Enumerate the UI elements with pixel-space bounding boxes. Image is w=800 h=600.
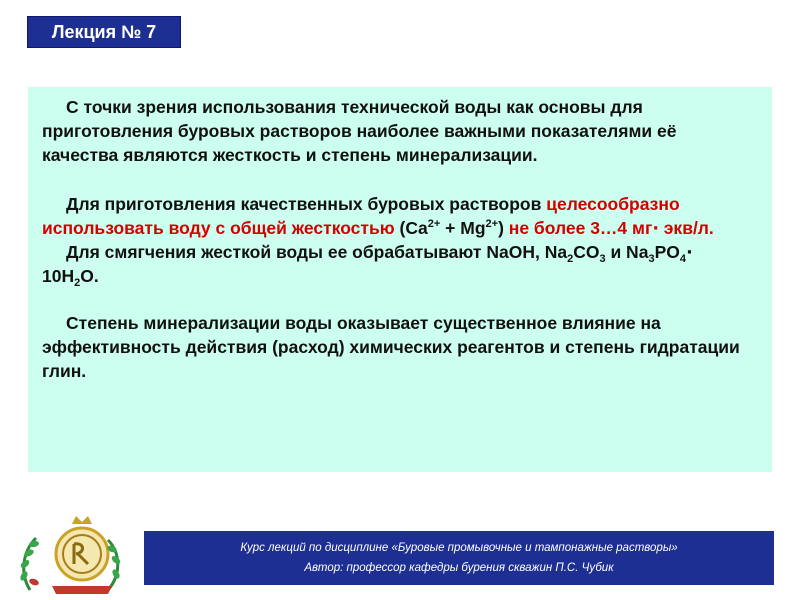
paragraph-mineralization: Степень минерализации воды оказывает существенное влияние на эффективность действия (расход) химических реагентов и степень гидратации глин. [42,313,740,381]
superscript: 2+ [485,218,499,230]
lecture-label: Лекция № 7 [51,21,157,42]
subscript: 4 [679,253,686,265]
footer-course-line: Курс лекций по дисциплине «Буровые промывочные и тампонажные растворы» [240,542,678,554]
paragraph-softening [42,240,752,288]
text-run: ) [498,218,504,238]
spacer [42,288,752,311]
text-run: (Ca [394,218,428,238]
superscript: 2+ [427,218,441,230]
subscript: 3 [648,253,655,265]
emblem-shield-icon [56,516,108,580]
subscript: 3 [599,253,606,265]
oak-leaves-icon [106,540,121,590]
paragraph-water-quality: С точки зрения использования технической воды как основы для приготовления буровых растворов наиболее важными показателями её качества являются жесткость и степень минерализации. [42,97,677,165]
highlight-limit: не более 3…4 мг⋅ экв/л. [503,218,714,238]
text-run: CO [573,242,600,262]
text-run: Для смягчения жесткой воды ее обрабатывают NaOH, Na [66,242,568,262]
footer-course-info [144,531,774,585]
text-run: Для приготовления качественных буровых растворов [66,194,547,214]
text-run: O. [80,266,99,286]
lecture-number-badge [27,16,181,48]
subscript: 2 [567,253,574,265]
paragraph-hardness [42,192,752,240]
highlight-text: целесообразно использовать воду с общей жесткостью [42,194,680,238]
subscript: 2 [74,277,81,289]
text-run: и Na [605,242,649,262]
content-panel [28,87,772,472]
footer-author-line: Автор: профессор кафедры бурения скважин П.С. Чубик [304,562,614,574]
text-run: ⋅ 10H [42,242,693,286]
text-run: + Mg [440,218,486,238]
spacer [42,167,752,192]
text-run: PO [654,242,680,262]
university-emblem-logo [12,512,132,596]
laurel-icon [19,538,40,590]
ribbon-icon [52,586,112,594]
